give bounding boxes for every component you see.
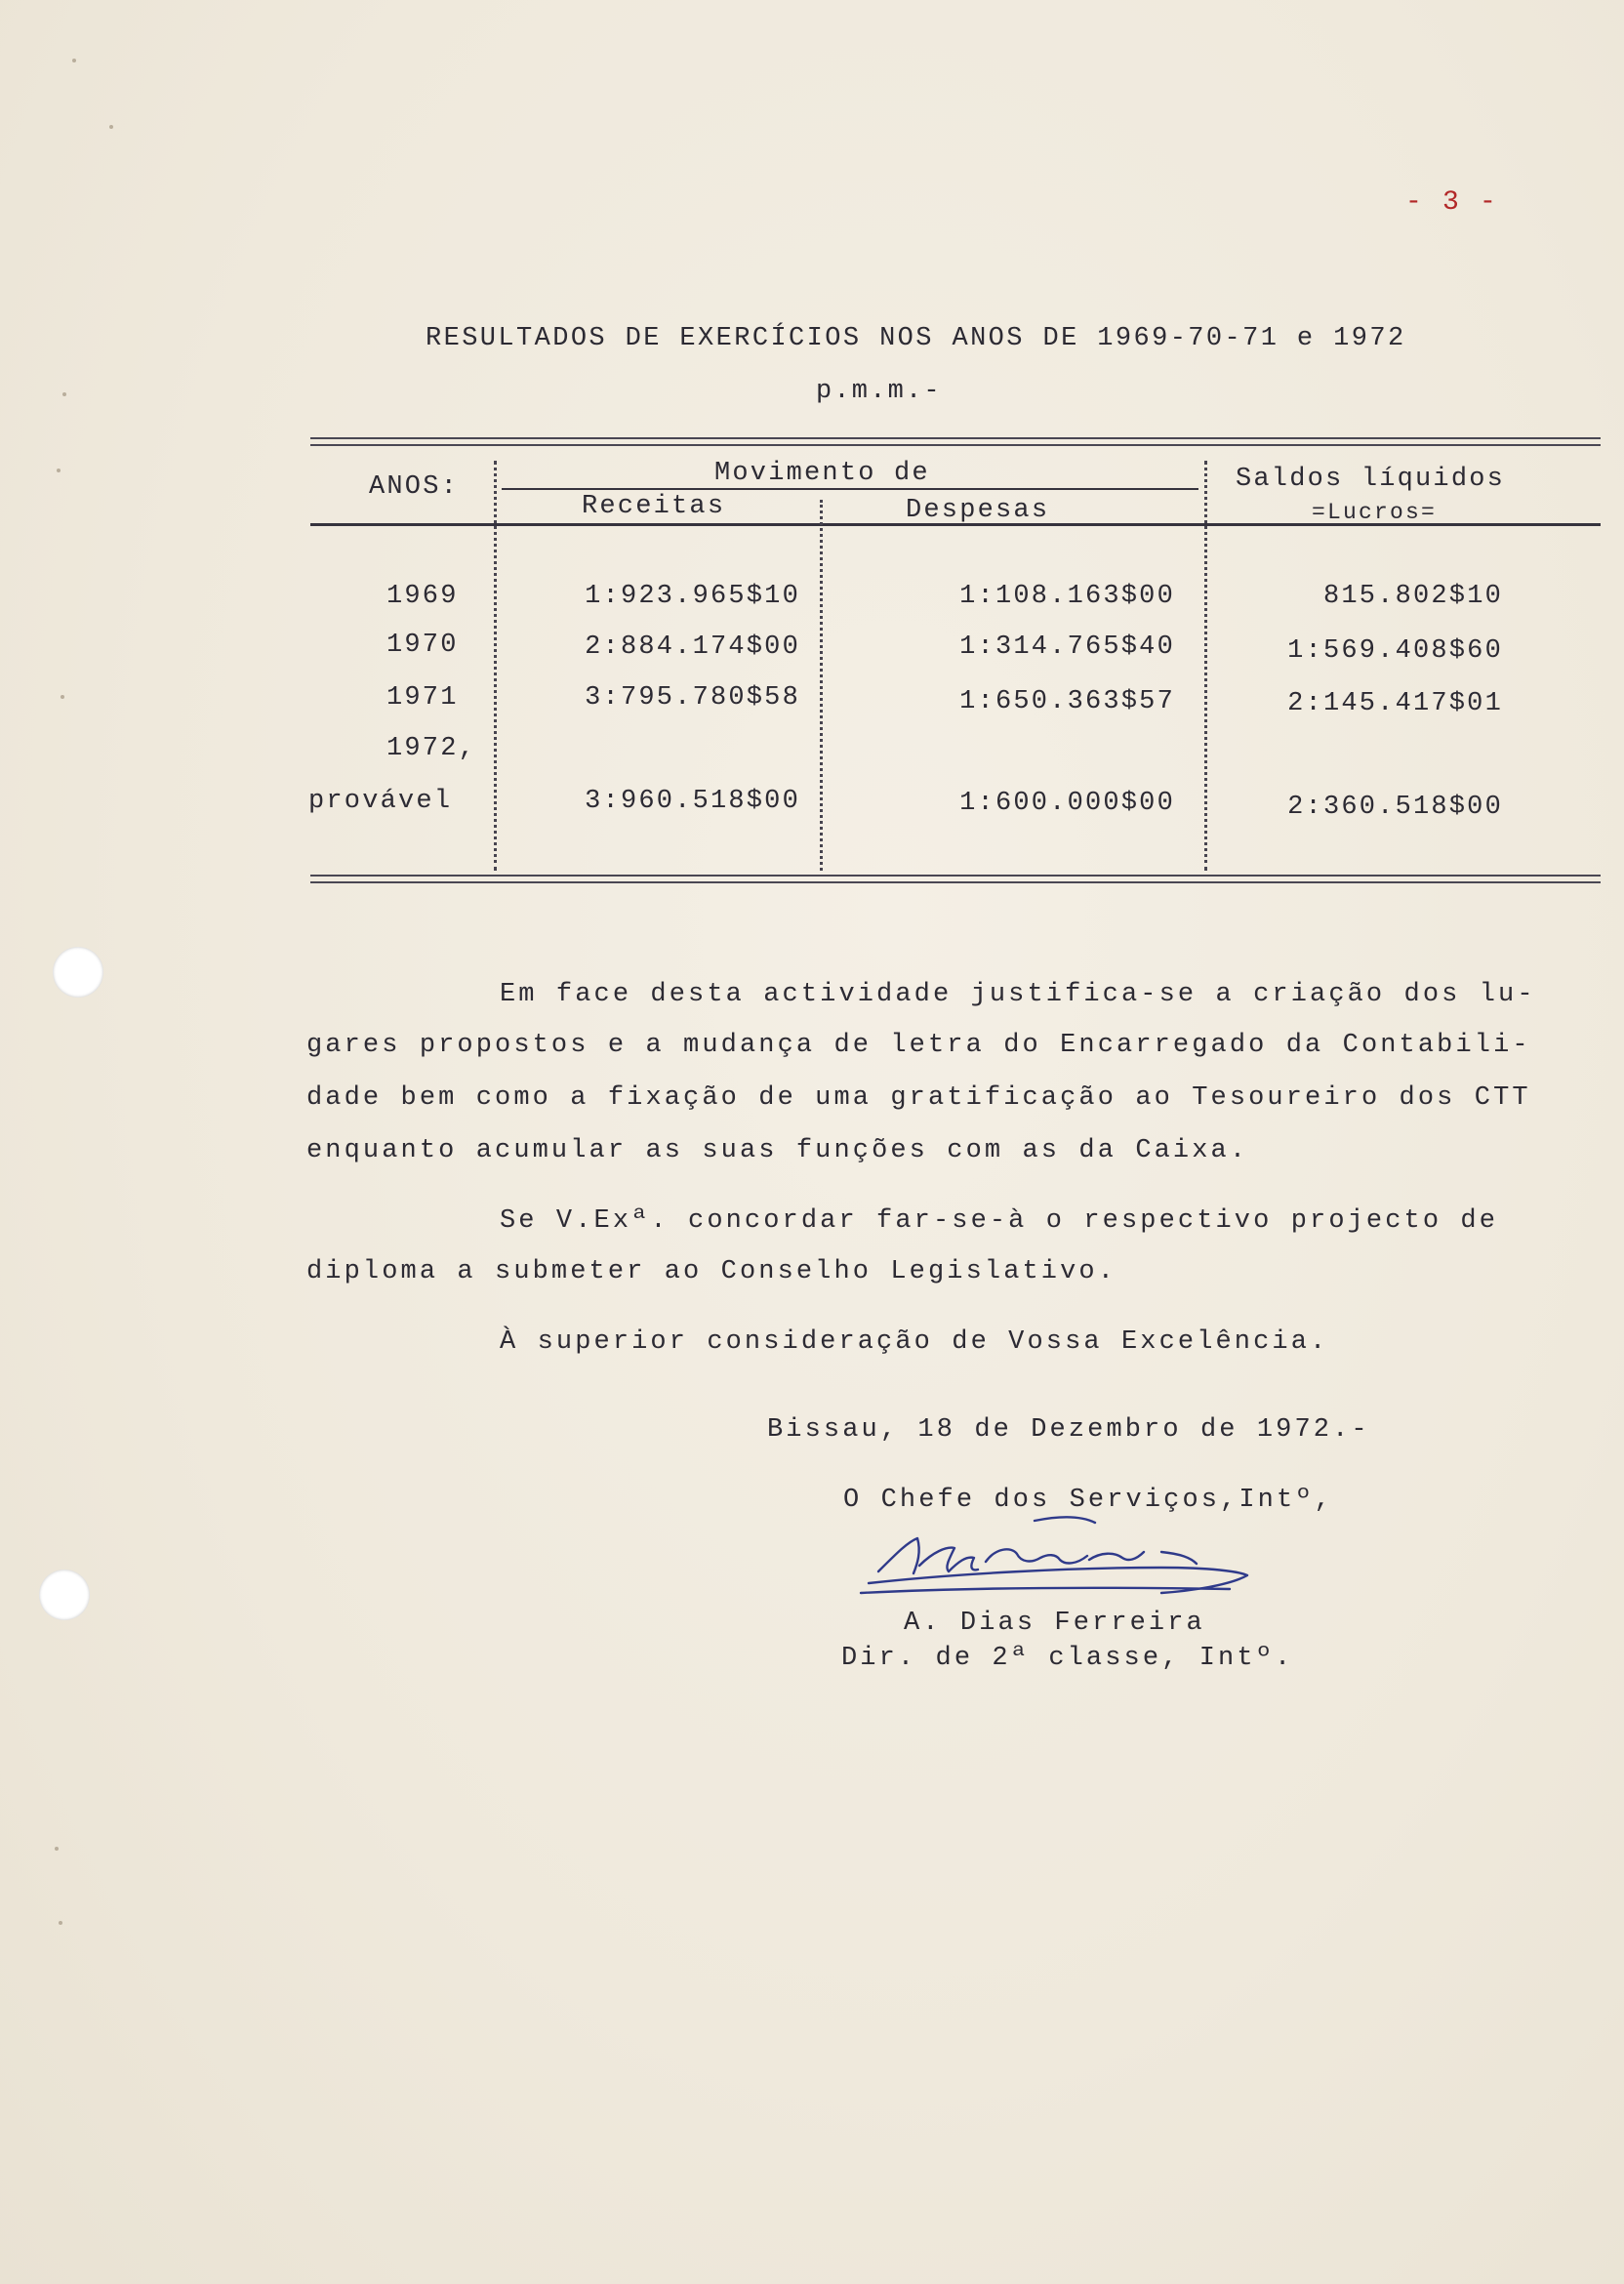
movimento-underline	[502, 488, 1198, 490]
cell-ano: 1972,	[386, 734, 477, 763]
punch-hole-top	[53, 947, 103, 998]
place-date: Bissau, 18 de Dezembro de 1972.-	[767, 1415, 1370, 1445]
cell-saldos: 2:145.417$01	[1287, 689, 1503, 718]
cell-receitas: 3:795.780$58	[585, 683, 800, 713]
cell-receitas: 3:960.518$00	[585, 787, 800, 816]
header-movimento: Movimento de	[714, 459, 930, 488]
cell-receitas: 1:923.965$10	[585, 582, 800, 611]
paragraph-2-line-1: Se V.Exª. concordar far-se-à o respectivo projecto de	[500, 1206, 1499, 1236]
header-saldos: Saldos líquidos	[1236, 465, 1506, 494]
cell-ano: 1969	[386, 582, 459, 611]
cell-despesas: 1:600.000$00	[959, 789, 1175, 818]
punch-hole-bottom	[39, 1570, 90, 1620]
cell-despesas: 1:314.765$40	[959, 632, 1175, 662]
signatory-title: Dir. de 2ª classe, Intº.	[841, 1644, 1294, 1673]
paper-speck	[55, 1847, 59, 1851]
signatory-role: O Chefe dos Serviços,Intº,	[843, 1486, 1333, 1515]
cell-ano: 1971	[386, 683, 459, 713]
page-subtitle: p.m.m.-	[816, 377, 942, 406]
cell-saldos: 2:360.518$00	[1287, 793, 1503, 822]
paper-speck	[109, 125, 113, 129]
header-anos: ANOS:	[369, 472, 460, 502]
column-divider-1	[494, 461, 497, 871]
paper-speck	[62, 392, 66, 396]
page-title: RESULTADOS DE EXERCÍCIOS NOS ANOS DE 1969-70-71 e 1972	[426, 324, 1406, 353]
column-divider-2	[820, 500, 823, 871]
paper-speck	[72, 59, 76, 62]
paper-speck	[59, 1921, 62, 1925]
cell-ano: 1970	[386, 631, 459, 660]
header-receitas: Receitas	[582, 492, 726, 521]
cell-receitas: 2:884.174$00	[585, 632, 800, 662]
cell-despesas: 1:108.163$00	[959, 582, 1175, 611]
paper-speck	[61, 695, 64, 699]
cell-saldos: 815.802$10	[1322, 582, 1503, 611]
header-despesas: Despesas	[906, 496, 1050, 525]
table-bottom-rule	[310, 875, 1601, 883]
page-number: - 3 -	[1405, 187, 1499, 218]
paper-speck	[57, 469, 61, 472]
signatory-name: A. Dias Ferreira	[904, 1609, 1205, 1638]
cell-ano: provável	[308, 787, 453, 816]
cell-saldos: 1:569.408$60	[1287, 636, 1503, 666]
header-bottom-rule	[310, 523, 1601, 526]
paragraph-3: À superior consideração de Vossa Excelência.	[500, 1327, 1329, 1357]
column-divider-3	[1204, 461, 1207, 871]
table-top-rule	[310, 437, 1601, 446]
paragraph-1-line-3: dade bem como a fixação de uma gratificação ao Tesoureiro dos CTT	[306, 1083, 1531, 1113]
handwritten-signature	[839, 1503, 1298, 1620]
header-lucros: =Lucros=	[1312, 500, 1438, 525]
paragraph-1-line-2: gares propostos e a mudança de letra do Encarregado da Contabili-	[306, 1031, 1531, 1060]
paragraph-1-line-1: Em face desta actividade justifica-se a criação dos lu-	[500, 980, 1536, 1009]
paragraph-2-line-2: diploma a submeter ao Conselho Legislativo.	[306, 1257, 1117, 1286]
cell-despesas: 1:650.363$57	[959, 687, 1175, 716]
paragraph-1-line-4: enquanto acumular as suas funções com as da Caixa.	[306, 1136, 1249, 1165]
